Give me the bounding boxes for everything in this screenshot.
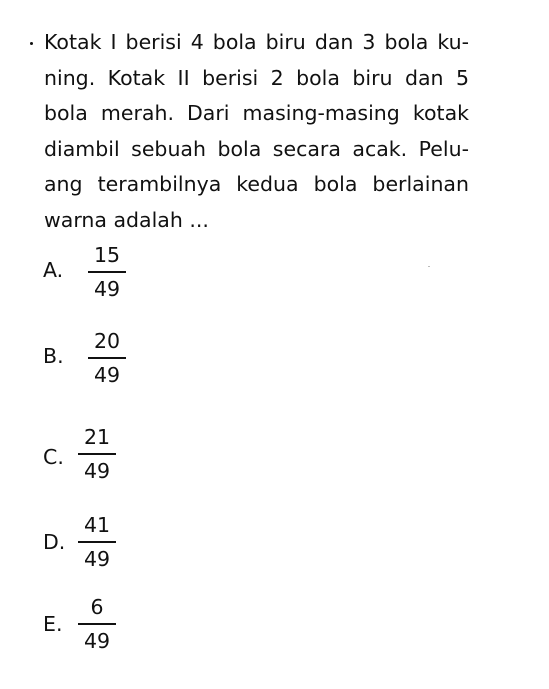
option-b[interactable] [0, 329, 300, 409]
option-e[interactable] [0, 595, 300, 675]
fraction-denominator: 49 [83, 546, 111, 571]
fraction-numerator: 20 [93, 329, 121, 353]
fraction-denominator: 49 [83, 458, 111, 483]
fraction-bar [78, 541, 116, 543]
option-fraction [78, 513, 116, 571]
fraction-bar [78, 453, 116, 455]
option-letter: E. [43, 612, 63, 636]
option-c[interactable] [0, 425, 300, 505]
fraction-numerator: 21 [83, 425, 111, 449]
fraction-bar [88, 357, 126, 359]
fraction-denominator: 49 [83, 628, 111, 653]
option-a[interactable] [0, 243, 300, 323]
fraction-denominator: 49 [93, 362, 121, 387]
scan-speck [428, 266, 430, 267]
option-fraction [88, 243, 126, 301]
option-letter: D. [43, 530, 66, 554]
fraction-numerator: 6 [90, 595, 104, 619]
option-fraction [78, 595, 116, 653]
fraction-numerator: 15 [93, 243, 121, 267]
bullet-dot [30, 42, 33, 45]
fraction-numerator: 41 [83, 513, 111, 537]
option-fraction [78, 425, 116, 483]
question-stem [44, 25, 469, 238]
option-letter: C. [43, 445, 64, 469]
option-letter: B. [43, 344, 64, 368]
fraction-bar [88, 271, 126, 273]
fraction-bar [78, 623, 116, 625]
option-letter: A. [43, 258, 64, 282]
option-d[interactable] [0, 513, 300, 593]
option-fraction [88, 329, 126, 387]
question-stem-text: Kotak I berisi 4 bola biru dan 3 bola ku-ning. Kotak II berisi 2 bola biru dan 5 bola merah. Dari masing-masing kotak diambil sebuah bola secara acak. Pelu-ang terambilnya kedua bola berlainan warna adalah ... [44, 30, 469, 232]
fraction-denominator: 49 [93, 276, 121, 301]
